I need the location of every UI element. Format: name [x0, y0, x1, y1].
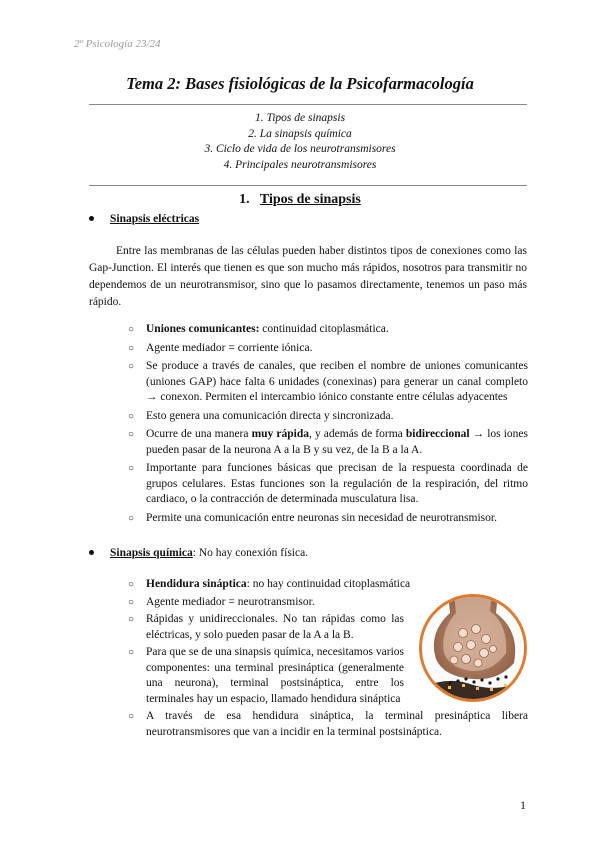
electrical-paragraph: Entre las membranas de las células pueden haber distintos tipos de conexiones como las Gap-Junction. El interés que tienen es que son mucho más rápidos, nosotros para transmitir no dependemos de un neurotransmisor, sino que lo pasamos directamente, tenemos un paso más rápido. [89, 245, 527, 308]
list-item: ○ A través de esa hendidura sináptica, la terminal presináptica libera neurotransmisores que van a incidir en la terminal postsináptica. [126, 709, 528, 740]
bullet-electrical [89, 213, 199, 225]
toc-item: 1. Tipos de sinapsis [254, 112, 346, 124]
bullet-dot-icon [89, 550, 94, 555]
table-of-contents [0, 111, 600, 173]
list-item: ○ Esto genera una comunicación directa y sincronizada. [126, 409, 528, 425]
item-text: , y además de forma [308, 428, 406, 440]
toc-item: 2. La sinapsis química [248, 127, 352, 140]
list-item [126, 577, 528, 593]
item-text: continuidad citoplasmática. [259, 323, 389, 335]
section-heading [0, 192, 600, 208]
section-number: 1. [239, 192, 250, 207]
bullet-chemical [89, 547, 308, 559]
page-title: Tema 2: Bases fisiológicas de la Psicofarmacología [126, 74, 474, 93]
bullet-dot-icon [89, 216, 94, 221]
item-bold: muy rápida [251, 428, 309, 440]
list-item: ○ Permite una comunicación entre neuronas sin necesidad de neurotransmisor. [126, 511, 528, 527]
list-item: ○ Importante para funciones básicas que precisan de la respuesta coordinada de grupos celulares. Estas funciones son la regulación de la respiración, del ritmo cardiaco, o la contracción de determinada musculatura lisa. [126, 461, 528, 508]
list-item [126, 322, 528, 338]
page-number: 1 [520, 798, 526, 812]
chemical-heading-rest: : No hay conexión física. [192, 547, 309, 559]
item-text: Ocurre de una manera [146, 428, 252, 440]
item-bold: Uniones comunicantes: [146, 323, 260, 335]
list-item: ○ Agente mediador = corriente iónica. [126, 341, 528, 357]
electrical-heading: Sinapsis eléctricas [110, 213, 200, 225]
list-item [126, 427, 528, 458]
item-text: : no hay continuidad citoplasmática [246, 578, 411, 590]
item-bold: Hendidura sináptica [146, 578, 247, 590]
list-item: ○ Para que se de una sinapsis química, necesitamos varios componentes: una terminal presináptica (generalmente una neurona), terminal postsináptica, entre los terminales hay un espacio, llamado hendidura sináptica [126, 645, 404, 707]
list-item: ○ Agente mediador = neurotransmisor. [126, 595, 528, 611]
page-header: 2º Psicología 23/24 [74, 38, 161, 50]
electrical-list [126, 322, 528, 526]
item-text: → los iones pueden pasar de la neurona A a la B y su vez, de la B a la A. [146, 428, 529, 456]
item-bold: bidireccional [405, 428, 470, 440]
section-title: Tipos de sinapsis [259, 192, 361, 207]
list-item: ○ Se produce a través de canales, que reciben el nombre de uniones comunicantes (uniones GAP) hace falta 6 unidades (conexinas) para generar un canal completo → conexon. Permiten el intercambio iónico constante entre células adyacentes [126, 359, 528, 406]
toc-item: 4. Principales neurotransmisores [223, 158, 377, 171]
divider-top [89, 104, 527, 105]
synapse-illustration [418, 593, 528, 703]
list-item: ○ Rápidas y unidireccionales. No tan rápidas como las eléctricas, y solo pueden pasar de la A a la B. [126, 612, 404, 643]
chemical-heading: Sinapsis química [110, 547, 193, 559]
divider-bottom [89, 185, 527, 186]
toc-item: 3. Ciclo de vida de los neurotransmisores [204, 143, 396, 155]
